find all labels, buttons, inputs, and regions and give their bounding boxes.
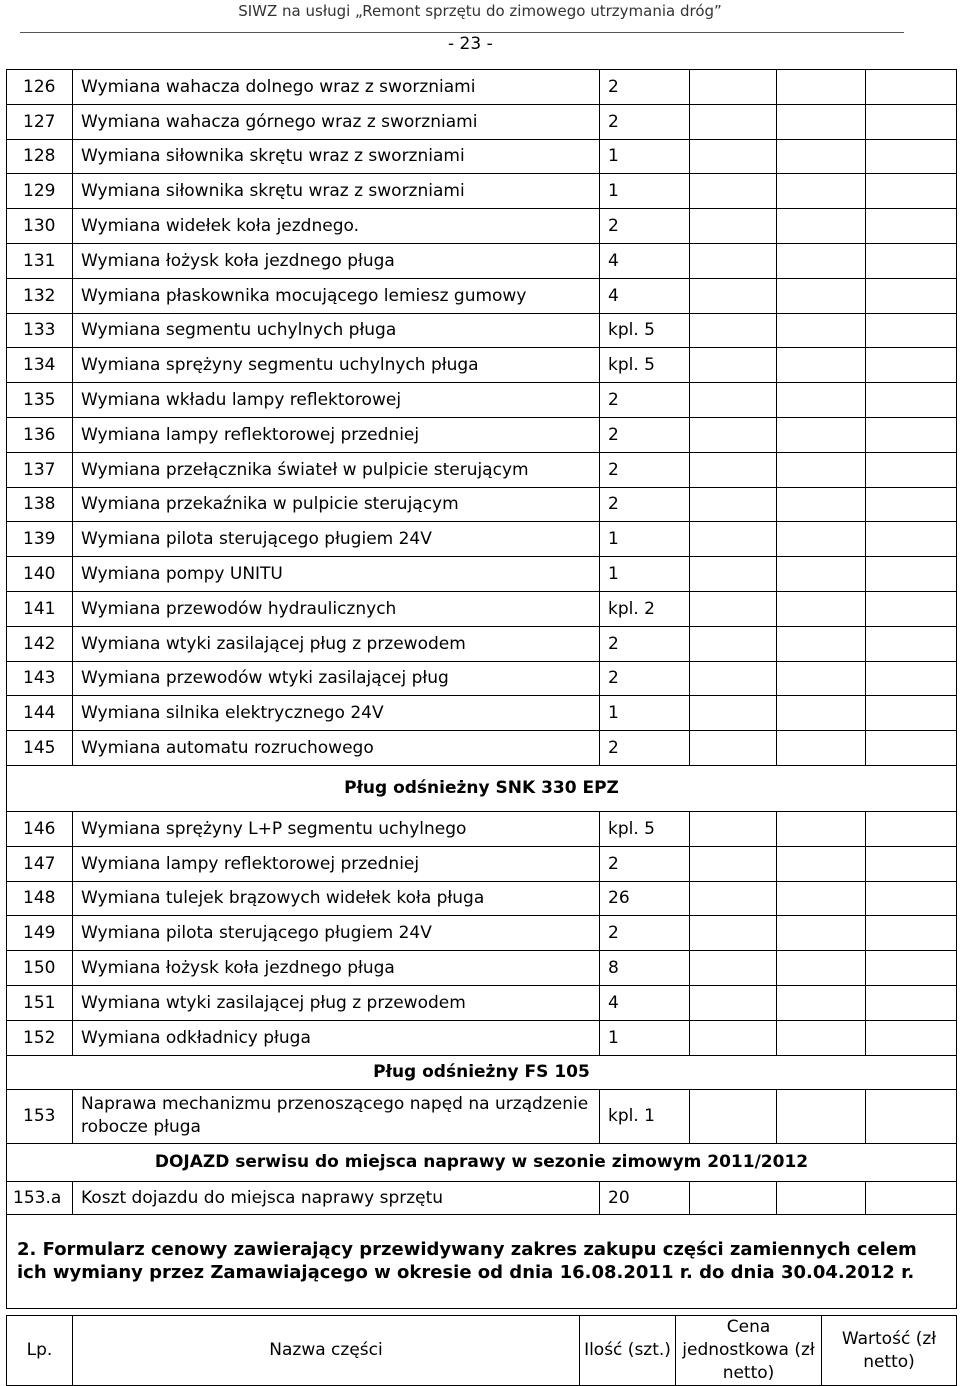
row-cell — [690, 104, 777, 139]
form-note: 2. Formularz cenowy zawierający przewidywany zakres zakupu części zamiennych celem ich wymiany przez Zamawiającego w okresie od dnia 16.08.2011 r. do dnia 30.04.2012 r. — [7, 1214, 957, 1308]
row-cell — [866, 278, 957, 313]
row-cell — [690, 696, 777, 731]
section-heading-snk: Pług odśnieżny SNK 330 EPZ — [7, 765, 957, 811]
row-cell — [866, 916, 957, 951]
row-lp: 150 — [7, 951, 73, 986]
table-row — [7, 522, 957, 557]
row-lp: 141 — [7, 591, 73, 626]
row-qty: 26 — [600, 881, 690, 916]
row-qty: 2 — [600, 487, 690, 522]
row-cell — [690, 1020, 777, 1055]
row-cell — [866, 174, 957, 209]
row-cell — [777, 452, 866, 487]
row-qty: 2 — [600, 846, 690, 881]
row-name: Wymiana sprężyny segmentu uchylnych pługa — [73, 348, 600, 383]
table-row — [7, 731, 957, 766]
row-cell — [777, 916, 866, 951]
table-row — [7, 916, 957, 951]
row-name: Wymiana wtyki zasilającej pług z przewodem — [73, 626, 600, 661]
row-qty: 2 — [600, 916, 690, 951]
row-qty: 20 — [600, 1181, 690, 1214]
row-cell — [777, 383, 866, 418]
row-cell — [777, 591, 866, 626]
row-cell — [690, 557, 777, 592]
row-qty: 2 — [600, 70, 690, 105]
row-qty: 4 — [600, 243, 690, 278]
row-name: Wymiana łożysk koła jezdnego pługa — [73, 951, 600, 986]
row-name: Wymiana lampy reflektorowej przedniej — [73, 417, 600, 452]
repair-items-table — [6, 69, 957, 1309]
row-lp: 149 — [7, 916, 73, 951]
row-qty: 2 — [600, 104, 690, 139]
row-name: Wymiana siłownika skrętu wraz z sworzniami — [73, 139, 600, 174]
row-cell — [690, 1181, 777, 1214]
row-cell — [866, 1020, 957, 1055]
row-cell — [690, 174, 777, 209]
row-qty: kpl. 1 — [600, 1089, 690, 1143]
row-cell — [777, 557, 866, 592]
row-cell — [777, 139, 866, 174]
row-cell — [777, 313, 866, 348]
row-cell — [777, 1181, 866, 1214]
row-lp: 143 — [7, 661, 73, 696]
row-name: Wymiana przekaźnika w pulpicie sterującym — [73, 487, 600, 522]
row-name: Wymiana silnika elektrycznego 24V — [73, 696, 600, 731]
row-cell — [866, 243, 957, 278]
row-lp: 148 — [7, 881, 73, 916]
page-number: - 23 - — [448, 34, 493, 54]
row-lp: 151 — [7, 985, 73, 1020]
row-name: Wymiana wtyki zasilającej pług z przewodem — [73, 985, 600, 1020]
row-cell — [777, 417, 866, 452]
row-cell — [690, 661, 777, 696]
table-row — [7, 881, 957, 916]
row-name: Wymiana pilota sterującego pługiem 24V — [73, 916, 600, 951]
table-row — [7, 846, 957, 881]
row-name: Wymiana wahacza dolnego wraz z sworzniami — [73, 70, 600, 105]
row-cell — [777, 731, 866, 766]
row-cell — [690, 139, 777, 174]
table-row — [7, 1020, 957, 1055]
row-cell — [866, 209, 957, 244]
table-row — [7, 209, 957, 244]
table-row — [7, 174, 957, 209]
price-form-table — [6, 1315, 957, 1386]
row-cell — [690, 731, 777, 766]
row-lp: 129 — [7, 174, 73, 209]
col-header-value: Wartość (zł netto) — [822, 1316, 957, 1386]
row-qty: 8 — [600, 951, 690, 986]
row-name: Koszt dojazdu do miejsca naprawy sprzętu — [73, 1181, 600, 1214]
row-name: Wymiana siłownika skrętu wraz z sworzniami — [73, 174, 600, 209]
row-lp: 137 — [7, 452, 73, 487]
row-qty: kpl. 2 — [600, 591, 690, 626]
row-qty: 4 — [600, 278, 690, 313]
row-name: Wymiana segmentu uchylnych pługa — [73, 313, 600, 348]
table-row — [7, 1181, 957, 1214]
table-row — [7, 985, 957, 1020]
row-cell — [866, 1181, 957, 1214]
row-cell — [690, 626, 777, 661]
row-lp: 127 — [7, 104, 73, 139]
row-qty: 2 — [600, 661, 690, 696]
row-lp: 130 — [7, 209, 73, 244]
row-lp: 142 — [7, 626, 73, 661]
row-cell — [777, 661, 866, 696]
col-header-lp: Lp. — [7, 1316, 73, 1386]
row-cell — [690, 417, 777, 452]
row-name: Wymiana przewodów hydraulicznych — [73, 591, 600, 626]
row-qty: 1 — [600, 139, 690, 174]
row-qty: 4 — [600, 985, 690, 1020]
col-header-name: Nazwa części — [73, 1316, 580, 1386]
row-cell — [777, 278, 866, 313]
row-name: Wymiana tulejek brązowych widełek koła pługa — [73, 881, 600, 916]
table-row — [7, 70, 957, 105]
row-cell — [777, 70, 866, 105]
row-qty: 2 — [600, 452, 690, 487]
row-cell — [866, 951, 957, 986]
row-name: Wymiana odkładnicy pługa — [73, 1020, 600, 1055]
row-lp: 128 — [7, 139, 73, 174]
table-row — [7, 452, 957, 487]
row-cell — [777, 348, 866, 383]
row-lp: 140 — [7, 557, 73, 592]
row-name: Wymiana lampy reflektorowej przedniej — [73, 846, 600, 881]
row-cell — [690, 811, 777, 846]
row-lp: 153.a — [7, 1181, 73, 1214]
row-qty: kpl. 5 — [600, 348, 690, 383]
table-row — [7, 696, 957, 731]
row-lp: 152 — [7, 1020, 73, 1055]
section-heading-fs: Pług odśnieżny FS 105 — [7, 1055, 957, 1089]
col-header-qty: Ilość (szt.) — [580, 1316, 676, 1386]
row-cell — [777, 522, 866, 557]
row-name: Wymiana przełącznika świateł w pulpicie sterującym — [73, 452, 600, 487]
row-cell — [866, 846, 957, 881]
table-row — [7, 591, 957, 626]
row-cell — [690, 522, 777, 557]
row-cell — [690, 348, 777, 383]
document-header: SIWZ na usługi „Remont sprzętu do zimowego utrzymania dróg” — [238, 2, 722, 20]
row-cell — [866, 383, 957, 418]
row-cell — [777, 243, 866, 278]
row-cell — [690, 209, 777, 244]
row-cell — [866, 626, 957, 661]
row-cell — [866, 104, 957, 139]
row-cell — [866, 881, 957, 916]
table-row — [7, 811, 957, 846]
row-cell — [866, 417, 957, 452]
row-lp: 126 — [7, 70, 73, 105]
table-row — [7, 104, 957, 139]
row-cell — [777, 1020, 866, 1055]
col-header-unit-price: Cena jednostkowa (zł netto) — [676, 1316, 822, 1386]
section-heading-dojazd: DOJAZD serwisu do miejsca naprawy w sezonie zimowym 2011/2012 — [7, 1143, 957, 1181]
row-cell — [866, 452, 957, 487]
row-cell — [866, 1089, 957, 1143]
row-cell — [777, 487, 866, 522]
row-cell — [690, 1089, 777, 1143]
row-lp: 147 — [7, 846, 73, 881]
row-name: Wymiana wkładu lampy reflektorowej — [73, 383, 600, 418]
row-name: Wymiana przewodów wtyki zasilającej pług — [73, 661, 600, 696]
row-qty: 2 — [600, 417, 690, 452]
row-qty: 1 — [600, 522, 690, 557]
row-cell — [866, 696, 957, 731]
row-name: Wymiana płaskownika mocującego lemiesz gumowy — [73, 278, 600, 313]
row-cell — [690, 243, 777, 278]
row-cell — [866, 348, 957, 383]
row-cell — [690, 452, 777, 487]
row-cell — [866, 661, 957, 696]
row-lp: 132 — [7, 278, 73, 313]
row-cell — [866, 811, 957, 846]
row-cell — [866, 313, 957, 348]
row-cell — [777, 985, 866, 1020]
row-cell — [866, 487, 957, 522]
row-cell — [777, 104, 866, 139]
row-qty: 2 — [600, 209, 690, 244]
row-cell — [866, 522, 957, 557]
row-cell — [866, 985, 957, 1020]
row-cell — [866, 557, 957, 592]
table-row — [7, 557, 957, 592]
row-lp: 134 — [7, 348, 73, 383]
table-row — [7, 487, 957, 522]
row-lp: 138 — [7, 487, 73, 522]
row-cell — [690, 846, 777, 881]
table-row — [7, 139, 957, 174]
row-qty: 2 — [600, 731, 690, 766]
row-cell — [777, 881, 866, 916]
row-cell — [690, 70, 777, 105]
row-qty: kpl. 5 — [600, 811, 690, 846]
row-lp: 136 — [7, 417, 73, 452]
row-cell — [690, 313, 777, 348]
row-lp: 139 — [7, 522, 73, 557]
table-row — [7, 348, 957, 383]
row-lp: 133 — [7, 313, 73, 348]
table-row — [7, 243, 957, 278]
row-cell — [866, 139, 957, 174]
row-lp: 145 — [7, 731, 73, 766]
row-name: Naprawa mechanizmu przenoszącego napęd na urządzenie robocze pługa — [73, 1089, 600, 1143]
row-name: Wymiana pompy UNITU — [73, 557, 600, 592]
row-name: Wymiana wahacza górnego wraz z sworzniami — [73, 104, 600, 139]
table-row — [7, 417, 957, 452]
table-row — [7, 1089, 957, 1143]
row-cell — [690, 591, 777, 626]
row-qty: 1 — [600, 174, 690, 209]
table-row — [7, 951, 957, 986]
row-lp: 146 — [7, 811, 73, 846]
table-row — [7, 313, 957, 348]
row-qty: 1 — [600, 1020, 690, 1055]
row-qty: 1 — [600, 557, 690, 592]
row-cell — [777, 174, 866, 209]
row-cell — [777, 626, 866, 661]
row-lp: 131 — [7, 243, 73, 278]
row-cell — [690, 985, 777, 1020]
row-cell — [690, 951, 777, 986]
row-cell — [690, 383, 777, 418]
row-name: Wymiana pilota sterującego pługiem 24V — [73, 522, 600, 557]
row-lp: 153 — [7, 1089, 73, 1143]
row-lp: 144 — [7, 696, 73, 731]
table-row — [7, 278, 957, 313]
row-name: Wymiana automatu rozruchowego — [73, 731, 600, 766]
table-row — [7, 383, 957, 418]
row-cell — [777, 951, 866, 986]
row-cell — [777, 1089, 866, 1143]
row-cell — [690, 487, 777, 522]
row-qty: 2 — [600, 626, 690, 661]
table-row — [7, 626, 957, 661]
row-lp: 135 — [7, 383, 73, 418]
row-qty: 1 — [600, 696, 690, 731]
row-cell — [690, 881, 777, 916]
row-cell — [777, 811, 866, 846]
row-cell — [690, 278, 777, 313]
row-cell — [866, 731, 957, 766]
row-cell — [866, 70, 957, 105]
row-cell — [777, 846, 866, 881]
row-name: Wymiana widełek koła jezdnego. — [73, 209, 600, 244]
row-name: Wymiana łożysk koła jezdnego pługa — [73, 243, 600, 278]
row-qty: 2 — [600, 383, 690, 418]
row-cell — [777, 696, 866, 731]
row-cell — [690, 916, 777, 951]
row-cell — [866, 591, 957, 626]
row-qty: kpl. 5 — [600, 313, 690, 348]
table-row — [7, 661, 957, 696]
row-cell — [777, 209, 866, 244]
row-name: Wymiana sprężyny L+P segmentu uchylnego — [73, 811, 600, 846]
header-divider — [20, 32, 904, 33]
